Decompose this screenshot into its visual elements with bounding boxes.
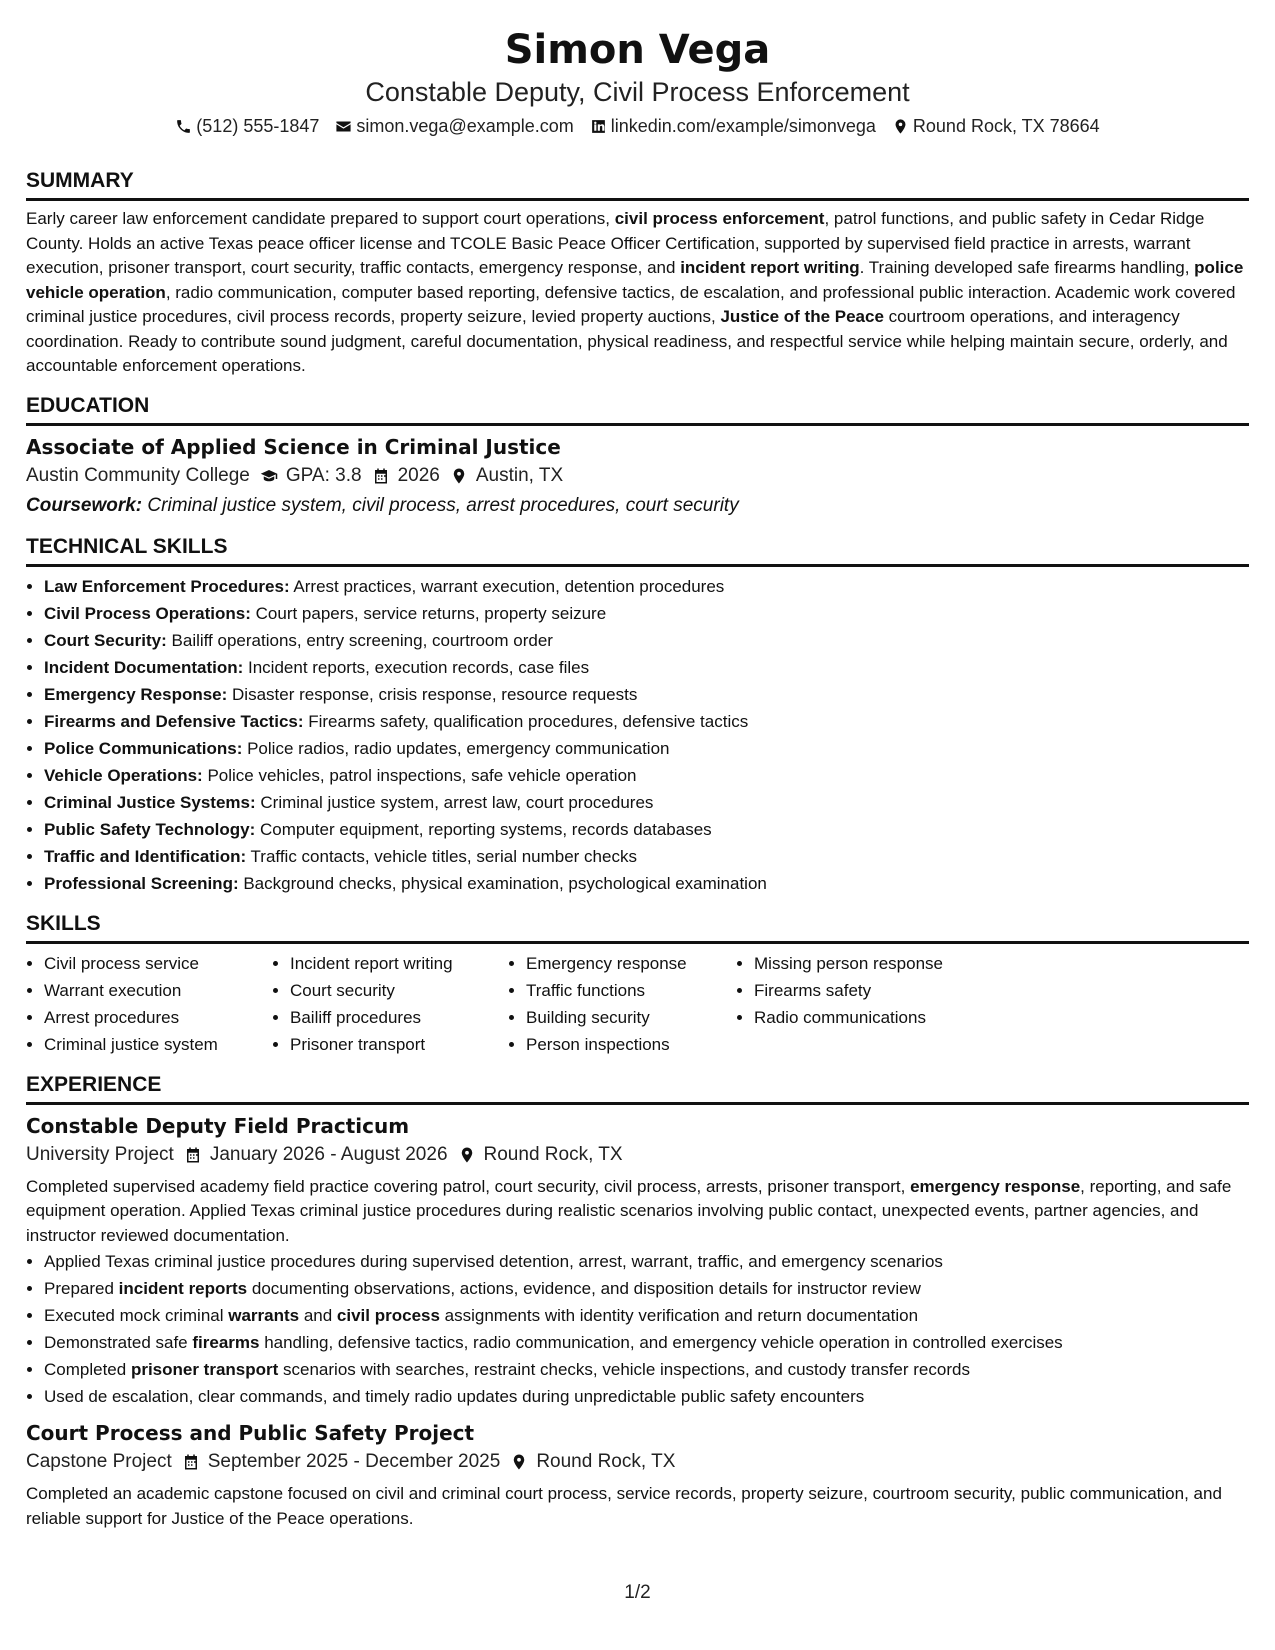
location-text: Round Rock, TX 78664 bbox=[912, 116, 1100, 136]
candidate-name: Simon Vega bbox=[504, 27, 771, 73]
tech-skill-item: • Professional Screening: Background checks, physical examination, psychological examination bbox=[44, 870, 1249, 897]
skills-grid bbox=[26, 950, 1249, 1058]
tech-skill-item: • Emergency Response: Disaster response, crisis response, resource requests bbox=[44, 681, 1249, 708]
skills-column-1 bbox=[26, 950, 272, 1058]
skill-item: • Emergency response bbox=[526, 950, 736, 977]
phone-icon bbox=[175, 118, 192, 135]
contact-bar bbox=[26, 114, 1249, 138]
job-description: Completed supervised academy field practice covering patrol, court security, civil process, arrests, prisoner transport, emergency response, reporting, and safe equipment operation. Applied Texas criminal justice procedures during realistic scenarios involving public contact, unexpected events, partner agencies, and instructor reviewed documentation. bbox=[26, 1176, 1232, 1245]
calendar-icon bbox=[372, 467, 390, 485]
skill-item: • Civil process service bbox=[44, 950, 272, 977]
education-section bbox=[26, 393, 1249, 520]
map-pin-icon bbox=[892, 118, 909, 135]
summary-text: Early career law enforcement candidate prepared to support court operations, civil process enforcement, patrol functions, and public safety in Cedar Ridge County. Holds an active Texas peace officer license and TCOLE Basic Peace Officer Certification, supported by supervised field practice in arrests, warrant execution, prisoner transport, court security, traffic contacts, emergency response, and incident report writing. Training developed safe firearms handling, police vehicle operation, radio communication, computer based reporting, defensive tactics, de escalation, and professional public interaction. Academic work covered criminal justice procedures, civil process records, property seizure, levied property auctions, Justice of the Peace courtroom operations, and interagency coordination. Ready to contribute sound judgment, careful documentation, physical readiness, and respectful service while helping maintain secure, orderly, and accountable enforcement operations. bbox=[26, 209, 1244, 375]
skills-column-3 bbox=[508, 950, 736, 1058]
map-pin-icon bbox=[510, 1453, 528, 1471]
job-dates: September 2025 - December 2025 bbox=[207, 1451, 501, 1472]
technical-skills-section bbox=[26, 534, 1249, 897]
experience-heading: EXPERIENCE bbox=[26, 1072, 1249, 1105]
job-location: Round Rock, TX bbox=[483, 1143, 623, 1165]
tech-skill-item: • Firearms and Defensive Tactics: Firearms safety, qualification procedures, defensive tactics bbox=[44, 708, 1249, 735]
skills-section bbox=[26, 911, 1249, 1058]
job-bullet: • Demonstrated safe firearms handling, defensive tactics, radio communication, and emergency vehicle operation in controlled exercises bbox=[44, 1329, 1249, 1356]
job-location: Round Rock, TX bbox=[536, 1451, 676, 1472]
skill-item: • Criminal justice system bbox=[44, 1031, 272, 1058]
job-title: Court Process and Public Safety Project bbox=[26, 1421, 475, 1445]
job-location-group bbox=[458, 1141, 623, 1169]
education-heading: EDUCATION bbox=[26, 393, 1249, 426]
skill-item: • Radio communications bbox=[754, 1004, 943, 1031]
job-meta bbox=[26, 1141, 1249, 1169]
education-meta bbox=[26, 462, 1249, 490]
skill-item: • Warrant execution bbox=[44, 977, 272, 1004]
skill-item: • Court security bbox=[290, 977, 508, 1004]
summary-section bbox=[26, 168, 1249, 379]
skill-item: • Traffic functions bbox=[526, 977, 736, 1004]
job-dates-group bbox=[182, 1448, 501, 1476]
tech-skill-item: • Traffic and Identification: Traffic contacts, vehicle titles, serial number checks bbox=[44, 843, 1249, 870]
tech-skill-item: • Criminal Justice Systems: Criminal justice system, arrest law, court procedures bbox=[44, 789, 1249, 816]
tech-skill-item: • Civil Process Operations: Court papers, service returns, property seizure bbox=[44, 600, 1249, 627]
school-name: Austin Community College bbox=[26, 464, 250, 486]
skill-item: • Bailiff procedures bbox=[290, 1004, 508, 1031]
job-bullet: • Executed mock criminal warrants and civil process assignments with identity verification and return documentation bbox=[44, 1302, 1249, 1329]
degree-title: Associate of Applied Science in Criminal Justice bbox=[26, 434, 561, 459]
coursework-line bbox=[26, 492, 1249, 520]
edu-location-group bbox=[450, 462, 563, 490]
skill-item: • Missing person response bbox=[754, 950, 943, 977]
skills-column-4 bbox=[736, 950, 943, 1058]
skill-item: • Incident report writing bbox=[290, 950, 508, 977]
calendar-icon bbox=[184, 1146, 202, 1164]
job-meta bbox=[26, 1448, 1249, 1476]
skills-column-2 bbox=[272, 950, 508, 1058]
map-pin-icon bbox=[458, 1146, 476, 1164]
job-bullets bbox=[26, 1248, 1249, 1410]
tech-skill-item: • Incident Documentation: Incident reports, execution records, case files bbox=[44, 654, 1249, 681]
experience-section bbox=[26, 1072, 1249, 1532]
job-location-group bbox=[510, 1448, 675, 1476]
tech-skill-item: • Public Safety Technology: Computer equipment, reporting systems, records databases bbox=[44, 816, 1249, 843]
graduation-year: 2026 bbox=[397, 464, 440, 486]
tech-skill-item: • Court Security: Bailiff operations, entry screening, courtroom order bbox=[44, 627, 1249, 654]
job-org: University Project bbox=[26, 1143, 174, 1165]
contact-linkedin[interactable] bbox=[590, 114, 876, 138]
envelope-icon bbox=[335, 118, 352, 135]
job-description: Completed an academic capstone focused on civil and criminal court process, service records, property seizure, courtroom security, public communication, and reliable support for Justice of the Peace operations. bbox=[26, 1484, 1222, 1528]
candidate-title: Constable Deputy, Civil Process Enforcement bbox=[365, 77, 910, 107]
edu-location: Austin, TX bbox=[475, 464, 564, 486]
summary-heading: SUMMARY bbox=[26, 168, 1249, 201]
contact-location bbox=[892, 114, 1100, 138]
job-bullet: • Used de escalation, clear commands, and timely radio updates during unpredictable public safety encounters bbox=[44, 1383, 1249, 1410]
coursework-label: Coursework: bbox=[26, 494, 143, 516]
job-org: Capstone Project bbox=[26, 1451, 172, 1472]
skill-item: • Arrest procedures bbox=[44, 1004, 272, 1031]
job-bullet: • Prepared incident reports documenting observations, actions, evidence, and disposition details for instructor review bbox=[44, 1275, 1249, 1302]
job-bullet: • Applied Texas criminal justice procedures during supervised detention, arrest, warrant, traffic, and emergency scenarios bbox=[44, 1248, 1249, 1275]
year-group bbox=[372, 462, 440, 490]
coursework-text: Criminal justice system, civil process, arrest procedures, court security bbox=[142, 494, 739, 516]
job-dates: January 2026 - August 2026 bbox=[209, 1143, 448, 1165]
skill-item: • Person inspections bbox=[526, 1031, 736, 1058]
gpa-text: GPA: 3.8 bbox=[285, 464, 362, 486]
job-title: Constable Deputy Field Practicum bbox=[26, 1113, 410, 1138]
tech-skill-item: • Vehicle Operations: Police vehicles, patrol inspections, safe vehicle operation bbox=[44, 762, 1249, 789]
technical-skills-list bbox=[26, 573, 1249, 897]
tech-skill-item: • Law Enforcement Procedures: Arrest practices, warrant execution, detention procedures bbox=[44, 573, 1249, 600]
contact-phone[interactable] bbox=[175, 114, 319, 138]
technical-skills-heading: TECHNICAL SKILLS bbox=[26, 534, 1249, 567]
contact-email[interactable] bbox=[335, 114, 573, 138]
graduation-cap-icon bbox=[260, 467, 278, 485]
skills-heading: SKILLS bbox=[26, 911, 1249, 944]
email-text: simon.vega@example.com bbox=[356, 116, 574, 136]
linkedin-icon bbox=[590, 118, 607, 135]
map-pin-icon bbox=[450, 467, 468, 485]
skill-item: • Building security bbox=[526, 1004, 736, 1031]
job-bullet: • Completed prisoner transport scenarios with searches, restraint checks, vehicle inspections, and custody transfer records bbox=[44, 1356, 1249, 1383]
job-dates-group bbox=[184, 1141, 448, 1169]
tech-skill-item: • Police Communications: Police radios, radio updates, emergency communication bbox=[44, 735, 1249, 762]
linkedin-text: linkedin.com/example/simonvega bbox=[610, 116, 876, 136]
page-number: 1/2 bbox=[624, 1582, 651, 1603]
skill-item: • Firearms safety bbox=[754, 977, 943, 1004]
phone-text: (512) 555-1847 bbox=[196, 116, 320, 136]
skill-item: • Prisoner transport bbox=[290, 1031, 508, 1058]
gpa-group bbox=[260, 462, 362, 490]
calendar-icon bbox=[182, 1453, 200, 1471]
